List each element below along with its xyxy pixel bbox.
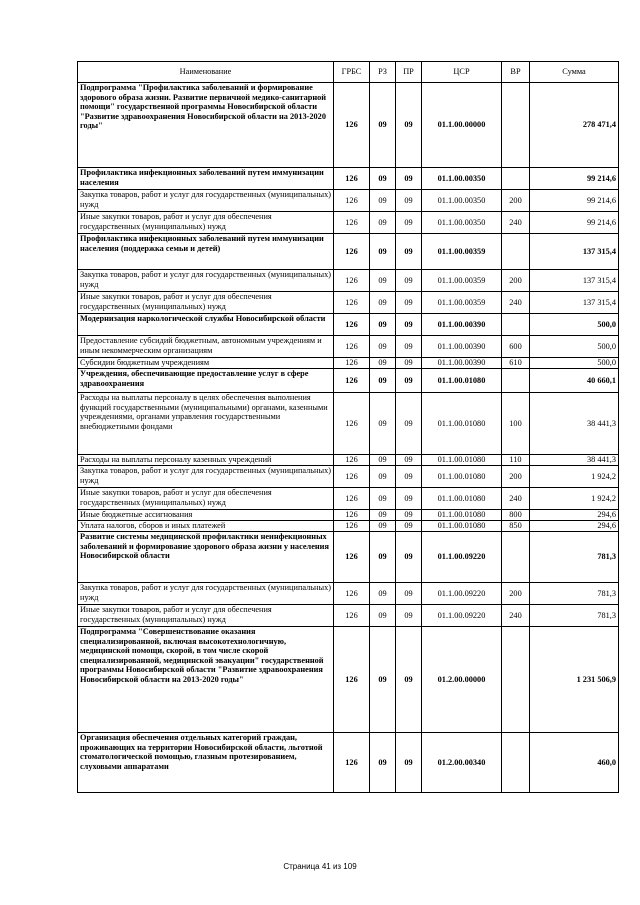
row-pr: 09 [396, 583, 422, 605]
row-grbs: 126 [334, 510, 370, 521]
table-row [78, 369, 619, 393]
header-csr: ЦСР [422, 62, 502, 83]
row-sum: 38 441,3 [530, 455, 619, 466]
row-name: Иные закупки товаров, работ и услуг для обеспечения государственных (муниципальных) нужд [78, 605, 334, 627]
row-name: Закупка товаров, работ и услуг для государственных (муниципальных) нужд [78, 190, 334, 212]
row-sum: 781,3 [530, 532, 619, 583]
row-rz: 09 [370, 369, 396, 393]
table-row [78, 212, 619, 234]
row-csr: 01.1.00.01080 [422, 510, 502, 521]
row-rz: 09 [370, 190, 396, 212]
row-rz: 09 [370, 212, 396, 234]
row-rz: 09 [370, 455, 396, 466]
row-name: Организация обеспечения отдельных категорий граждан, проживающих на территории Новосибирской области, льготной стоматологической помощью, глазным протезированием, слуховыми аппаратами [78, 733, 334, 793]
row-pr: 09 [396, 733, 422, 793]
row-sum: 500,0 [530, 358, 619, 369]
table-row [78, 733, 619, 793]
header-grbs: ГРБС [334, 62, 370, 83]
header-pr: ПР [396, 62, 422, 83]
row-pr: 09 [396, 521, 422, 532]
row-sum: 137 315,4 [530, 234, 619, 270]
row-vr: 850 [502, 521, 530, 532]
row-grbs: 126 [334, 190, 370, 212]
header-rz: РЗ [370, 62, 396, 83]
row-sum: 1 924,2 [530, 466, 619, 488]
row-pr: 09 [396, 532, 422, 583]
row-vr [502, 532, 530, 583]
table-row [78, 510, 619, 521]
row-grbs: 126 [334, 270, 370, 292]
row-csr: 01.1.00.09220 [422, 583, 502, 605]
row-sum: 294,6 [530, 510, 619, 521]
row-grbs: 126 [334, 358, 370, 369]
row-sum: 99 214,6 [530, 190, 619, 212]
row-name: Закупка товаров, работ и услуг для государственных (муниципальных) нужд [78, 270, 334, 292]
row-grbs: 126 [334, 393, 370, 455]
table-row [78, 455, 619, 466]
row-name: Предоставление субсидий бюджетным, автономным учреждениям и иным некоммерческим организациям [78, 336, 334, 358]
table-body [78, 83, 619, 793]
row-vr [502, 168, 530, 190]
row-vr: 240 [502, 292, 530, 314]
row-rz: 09 [370, 521, 396, 532]
header-sum: Сумма [530, 62, 619, 83]
row-rz: 09 [370, 532, 396, 583]
header-name: Наименование [78, 62, 334, 83]
row-pr: 09 [396, 190, 422, 212]
row-csr: 01.2.00.00340 [422, 733, 502, 793]
row-sum: 500,0 [530, 314, 619, 336]
row-name: Закупка товаров, работ и услуг для государственных (муниципальных) нужд [78, 466, 334, 488]
row-rz: 09 [370, 168, 396, 190]
table-row [78, 292, 619, 314]
row-csr: 01.1.00.00350 [422, 190, 502, 212]
table-row [78, 466, 619, 488]
row-pr: 09 [396, 488, 422, 510]
row-csr: 01.1.00.01080 [422, 369, 502, 393]
row-grbs: 126 [334, 488, 370, 510]
header-vr: ВР [502, 62, 530, 83]
table-row [78, 358, 619, 369]
row-sum: 460,0 [530, 733, 619, 793]
table-row [78, 627, 619, 733]
row-pr: 09 [396, 627, 422, 733]
row-rz: 09 [370, 83, 396, 168]
row-name: Уплата налогов, сборов и иных платежей [78, 521, 334, 532]
row-vr: 200 [502, 270, 530, 292]
row-sum: 137 315,4 [530, 270, 619, 292]
row-vr: 610 [502, 358, 530, 369]
row-vr: 240 [502, 212, 530, 234]
row-grbs: 126 [334, 212, 370, 234]
row-pr: 09 [396, 212, 422, 234]
row-csr: 01.1.00.00000 [422, 83, 502, 168]
row-grbs: 126 [334, 532, 370, 583]
row-rz: 09 [370, 336, 396, 358]
row-rz: 09 [370, 358, 396, 369]
row-vr [502, 733, 530, 793]
row-vr: 240 [502, 488, 530, 510]
row-rz: 09 [370, 270, 396, 292]
row-grbs: 126 [334, 466, 370, 488]
row-vr [502, 83, 530, 168]
table-row [78, 168, 619, 190]
row-sum: 99 214,6 [530, 212, 619, 234]
row-grbs: 126 [334, 455, 370, 466]
row-sum: 38 441,3 [530, 393, 619, 455]
row-vr: 200 [502, 466, 530, 488]
row-vr [502, 369, 530, 393]
row-grbs: 126 [334, 234, 370, 270]
row-rz: 09 [370, 292, 396, 314]
row-vr: 200 [502, 583, 530, 605]
row-name: Профилактика инфекционных заболеваний путем иммунизации населения (поддержка семьи и детей) [78, 234, 334, 270]
row-csr: 01.1.00.00390 [422, 358, 502, 369]
row-sum: 278 471,4 [530, 83, 619, 168]
row-csr: 01.1.00.00359 [422, 292, 502, 314]
row-rz: 09 [370, 605, 396, 627]
row-grbs: 126 [334, 369, 370, 393]
row-name: Закупка товаров, работ и услуг для государственных (муниципальных) нужд [78, 583, 334, 605]
row-sum: 99 214,6 [530, 168, 619, 190]
row-sum: 1 924,2 [530, 488, 619, 510]
row-rz: 09 [370, 627, 396, 733]
row-rz: 09 [370, 583, 396, 605]
row-rz: 09 [370, 314, 396, 336]
row-name: Профилактика инфекционных заболеваний путем иммунизации населения [78, 168, 334, 190]
table-row [78, 336, 619, 358]
row-vr: 110 [502, 455, 530, 466]
row-grbs: 126 [334, 314, 370, 336]
table-row [78, 605, 619, 627]
row-vr [502, 627, 530, 733]
row-rz: 09 [370, 234, 396, 270]
row-name: Расходы на выплаты персоналу в целях обеспечения выполнения функций государственными (муниципальными) органами, казенными учреждениями, органами управления государственными внебюджетными фондами [78, 393, 334, 455]
row-csr: 01.1.00.00359 [422, 270, 502, 292]
row-vr: 200 [502, 190, 530, 212]
row-grbs: 126 [334, 336, 370, 358]
row-csr: 01.1.00.01080 [422, 466, 502, 488]
row-name: Расходы на выплаты персоналу казенных учреждений [78, 455, 334, 466]
row-name: Подпрограмма "Профилактика заболеваний и формирование здорового образа жизни. Развитие первичной медико-санитарной помощи" государственной программы Новосибирской области "Развитие здравоохранения Новосибирской области на 2013-2020 годы" [78, 83, 334, 168]
row-csr: 01.1.00.01080 [422, 455, 502, 466]
row-sum: 500,0 [530, 336, 619, 358]
row-csr: 01.1.00.09220 [422, 532, 502, 583]
row-sum: 781,3 [530, 583, 619, 605]
row-csr: 01.1.00.01080 [422, 521, 502, 532]
budget-table [77, 61, 619, 793]
row-csr: 01.1.00.00359 [422, 234, 502, 270]
row-csr: 01.1.00.00350 [422, 212, 502, 234]
table-row [78, 83, 619, 168]
row-pr: 09 [396, 314, 422, 336]
table-row [78, 393, 619, 455]
row-pr: 09 [396, 292, 422, 314]
row-pr: 09 [396, 466, 422, 488]
row-pr: 09 [396, 83, 422, 168]
row-rz: 09 [370, 510, 396, 521]
row-pr: 09 [396, 168, 422, 190]
row-csr: 01.2.00.00000 [422, 627, 502, 733]
row-pr: 09 [396, 234, 422, 270]
row-pr: 09 [396, 605, 422, 627]
row-csr: 01.1.00.00390 [422, 314, 502, 336]
row-name: Модернизация наркологической службы Новосибирской области [78, 314, 334, 336]
row-vr: 600 [502, 336, 530, 358]
row-grbs: 126 [334, 521, 370, 532]
row-sum: 781,3 [530, 605, 619, 627]
row-name: Иные бюджетные ассигнования [78, 510, 334, 521]
row-name: Иные закупки товаров, работ и услуг для обеспечения государственных (муниципальных) нужд [78, 212, 334, 234]
row-sum: 294,6 [530, 521, 619, 532]
page-number: Страница 41 из 109 [283, 862, 357, 871]
row-vr: 240 [502, 605, 530, 627]
row-vr [502, 234, 530, 270]
table-header-row [78, 62, 619, 83]
row-grbs: 126 [334, 583, 370, 605]
row-vr: 800 [502, 510, 530, 521]
table-row [78, 532, 619, 583]
row-csr: 01.1.00.00390 [422, 336, 502, 358]
row-pr: 09 [396, 455, 422, 466]
row-csr: 01.1.00.01080 [422, 393, 502, 455]
table-row [78, 583, 619, 605]
row-csr: 01.1.00.09220 [422, 605, 502, 627]
row-grbs: 126 [334, 627, 370, 733]
row-pr: 09 [396, 270, 422, 292]
row-vr [502, 314, 530, 336]
row-pr: 09 [396, 358, 422, 369]
row-grbs: 126 [334, 605, 370, 627]
row-rz: 09 [370, 393, 396, 455]
row-name: Подпрограмма "Совершенствование оказания специализированной, включая высокотехнологичную, медицинской помощи, скорой, в том числе скорой специализированной, медицинской эвакуации" государственной программы Новосибирской области "Развитие здравоохранения Новосибирской области на 2013-2020 годы" [78, 627, 334, 733]
row-sum: 40 660,1 [530, 369, 619, 393]
row-pr: 09 [396, 336, 422, 358]
row-grbs: 126 [334, 292, 370, 314]
row-sum: 137 315,4 [530, 292, 619, 314]
row-pr: 09 [396, 510, 422, 521]
row-name: Учреждения, обеспечивающие предоставление услуг в сфере здравоохранения [78, 369, 334, 393]
row-pr: 09 [396, 369, 422, 393]
row-vr: 100 [502, 393, 530, 455]
row-name: Развитие системы медицинской профилактики неинфекционных заболеваний и формирование здорового образа жизни у населения Новосибирской области [78, 532, 334, 583]
row-name: Субсидии бюджетным учреждениям [78, 358, 334, 369]
table-row [78, 234, 619, 270]
row-csr: 01.1.00.00350 [422, 168, 502, 190]
table-row [78, 488, 619, 510]
row-rz: 09 [370, 466, 396, 488]
table-row [78, 521, 619, 532]
row-name: Иные закупки товаров, работ и услуг для обеспечения государственных (муниципальных) нужд [78, 292, 334, 314]
row-csr: 01.1.00.01080 [422, 488, 502, 510]
row-grbs: 126 [334, 83, 370, 168]
row-sum: 1 231 506,9 [530, 627, 619, 733]
table-row [78, 190, 619, 212]
row-rz: 09 [370, 733, 396, 793]
row-grbs: 126 [334, 733, 370, 793]
row-pr: 09 [396, 393, 422, 455]
table-row [78, 314, 619, 336]
row-name: Иные закупки товаров, работ и услуг для обеспечения государственных (муниципальных) нужд [78, 488, 334, 510]
row-grbs: 126 [334, 168, 370, 190]
table-row [78, 270, 619, 292]
row-rz: 09 [370, 488, 396, 510]
